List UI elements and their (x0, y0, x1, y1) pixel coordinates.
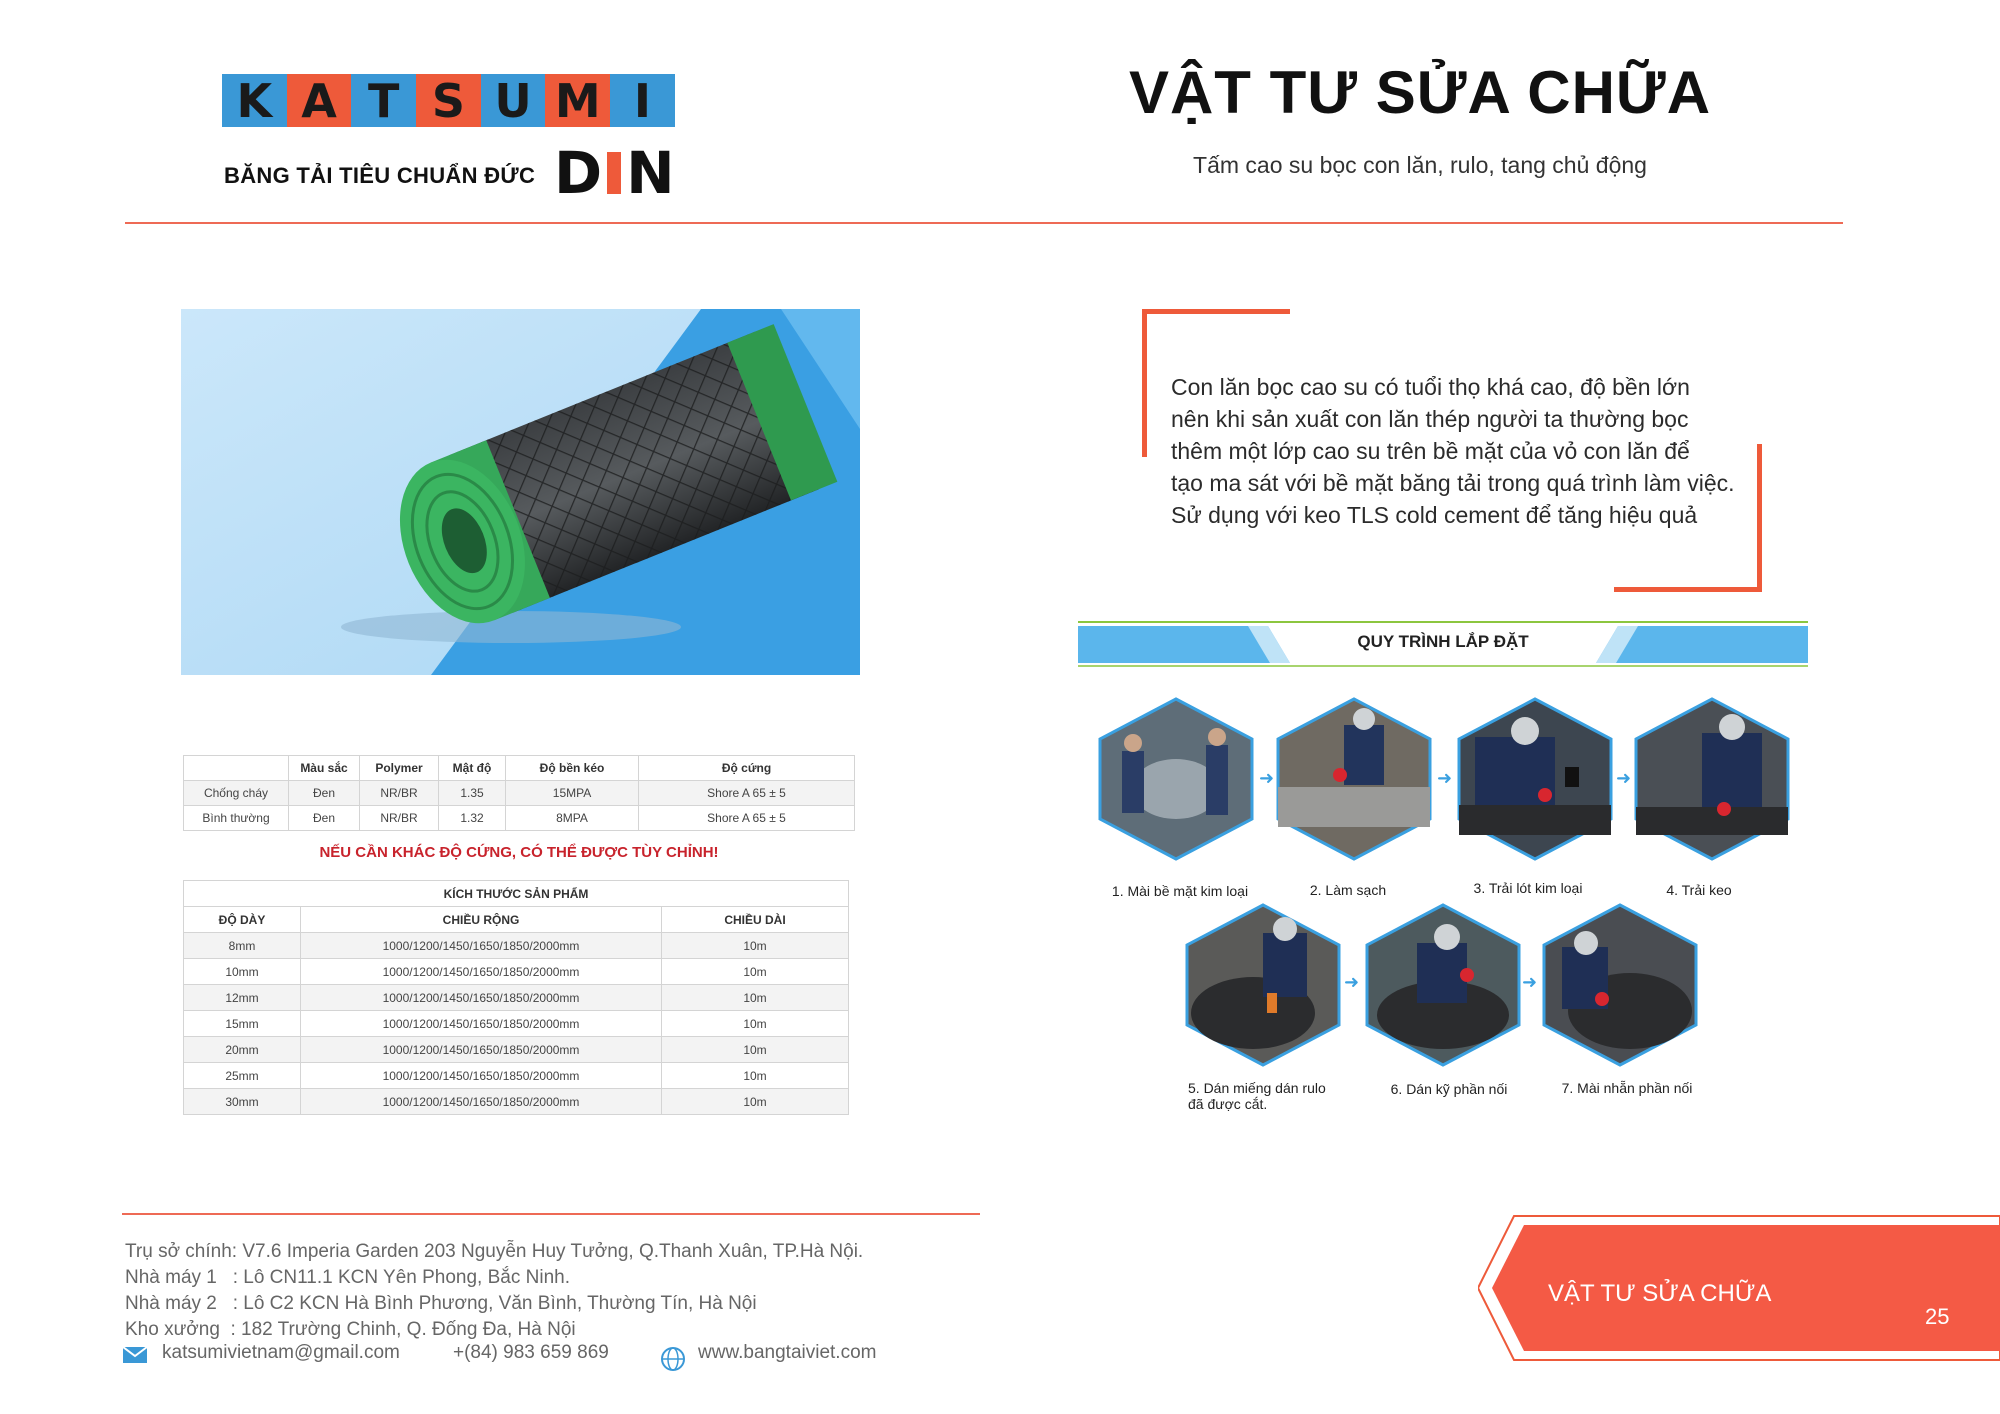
arrow-right-icon: ➜ (1259, 768, 1275, 788)
footer-divider (122, 1213, 980, 1215)
arrow-right-icon: ➜ (1344, 972, 1360, 992)
spec-cell: NR/BR (360, 806, 439, 831)
table-row (184, 1063, 849, 1089)
size-cell: 8mm (184, 933, 301, 959)
product-description: Con lăn bọc cao su có tuổi thọ khá cao, độ bền lớn nên khi sản xuất con lăn thép người ta thường bọc thêm một lớp cao su trên bề mặt của vỏ con lăn để tạo ma sát với bề mặt băng tải trong quá trình làm việc. Sử dụng với keo TLS cold cement để tăng hiệu quả (1171, 374, 1735, 528)
spec-cell: Chống cháy (184, 781, 289, 806)
logo-letter: S (416, 74, 481, 127)
logo-letter: U (481, 74, 546, 127)
spec-cell: Đen (289, 806, 360, 831)
size-cell: 15mm (184, 1011, 301, 1037)
din-letter: D (554, 139, 603, 207)
table-row (184, 806, 855, 831)
step-photo-7 (1540, 903, 1700, 1067)
product-image-lagging-roll (181, 309, 860, 675)
size-cell: 1000/1200/1450/1650/1850/2000mm (301, 1063, 662, 1089)
size-header-cell: ĐỘ DÀY (184, 907, 301, 933)
step-photo-3 (1455, 697, 1615, 861)
logo-letter: K (222, 74, 287, 127)
arrow-right-icon: ➜ (1616, 768, 1632, 788)
size-cell: 12mm (184, 985, 301, 1011)
step-photo-2 (1274, 697, 1434, 861)
spec-header-cell: Polymer (360, 756, 439, 781)
spec-header-cell (184, 756, 289, 781)
size-cell: 10m (662, 1089, 849, 1115)
step-photo-4 (1632, 697, 1792, 861)
mail-icon (122, 1346, 148, 1364)
din-letter: N (626, 139, 675, 207)
contact-email[interactable]: katsumivietnam@gmail.com (162, 1342, 400, 1363)
din-i-bar (607, 152, 621, 194)
size-cell: 1000/1200/1450/1650/1850/2000mm (301, 985, 662, 1011)
page-title: VẬT TƯ SỬA CHỮA (1128, 59, 1712, 126)
size-cell: 25mm (184, 1063, 301, 1089)
company-address: Trụ sở chính: V7.6 Imperia Garden 203 Nguyễn Huy Tưởng, Q.Thanh Xuân, TP.Hà Nội. Nhà máy 1 : Lô CN11.1 KCN Yên Phong, Bắc Ninh. Nhà máy 2 : Lô C2 KCN Hà Bình Phương, Văn Bình, Thường Tín, Hà Nội Kho xưởng : 182 Trường Chinh, Q. Đống Đa, Hà Nội (125, 1241, 864, 1340)
size-cell: 1000/1200/1450/1650/1850/2000mm (301, 933, 662, 959)
size-table-title: KÍCH THƯỚC SẢN PHẨM (184, 881, 849, 907)
spec-header-row (184, 756, 855, 781)
size-header-cell: CHIỀU RỘNG (301, 907, 662, 933)
arrow-right-icon: ➜ (1522, 972, 1538, 992)
page-subtitle: Tấm cao su bọc con lăn, rulo, tang chủ động (1193, 152, 1647, 178)
logo-tagline: BĂNG TẢI TIÊU CHUẨN ĐỨC (224, 163, 536, 188)
table-row (184, 933, 849, 959)
process-title: QUY TRÌNH LẮP ĐẶT (1357, 632, 1529, 651)
katsumi-logo (222, 74, 675, 127)
spec-cell: NR/BR (360, 781, 439, 806)
step-label-2: 2. Làm sạch (1309, 882, 1387, 898)
logo-letter: I (610, 74, 675, 127)
logo-letter: T (351, 74, 416, 127)
logo-letter: M (545, 74, 610, 127)
size-title-row (184, 881, 849, 907)
section-tab-label: VẬT TƯ SỬA CHỮA (1548, 1280, 1772, 1307)
size-cell: 10m (662, 933, 849, 959)
size-cell: 10m (662, 959, 849, 985)
spec-cell: Shore A 65 ± 5 (639, 781, 855, 806)
step-label-5: 5. Dán miếng dán rulo đã được cắt. (1188, 1080, 1326, 1112)
size-table (183, 880, 849, 1115)
spec-cell: 15MPA (506, 781, 639, 806)
size-cell: 20mm (184, 1037, 301, 1063)
spec-cell: 1.32 (439, 806, 506, 831)
size-cell: 10m (662, 985, 849, 1011)
size-cell: 1000/1200/1450/1650/1850/2000mm (301, 959, 662, 985)
table-row (184, 1089, 849, 1115)
spec-header-cell: Độ bền kéo (506, 756, 639, 781)
size-cell: 1000/1200/1450/1650/1850/2000mm (301, 1037, 662, 1063)
step-photo-1 (1096, 697, 1256, 861)
size-cell: 1000/1200/1450/1650/1850/2000mm (301, 1011, 662, 1037)
spec-header-cell: Độ cứng (639, 756, 855, 781)
spec-cell: Shore A 65 ± 5 (639, 806, 855, 831)
globe-icon (660, 1346, 686, 1372)
table-row (184, 1037, 849, 1063)
step-label-6: 6. Dán kỹ phần nối (1390, 1081, 1508, 1097)
table-row (184, 985, 849, 1011)
size-cell: 10m (662, 1011, 849, 1037)
size-cell: 10mm (184, 959, 301, 985)
din-logo (554, 139, 675, 207)
spec-cell: Đen (289, 781, 360, 806)
step-label-3: 3. Trải lót kim loại (1473, 880, 1583, 896)
spec-cell: 8MPA (506, 806, 639, 831)
logo-letter: A (287, 74, 352, 127)
arrow-right-icon: ➜ (1437, 768, 1453, 788)
bracket-top-left-v (1142, 309, 1147, 457)
table-row (184, 1011, 849, 1037)
bracket-top-left-h (1142, 309, 1290, 314)
size-cell: 10m (662, 1037, 849, 1063)
spec-header-cell: Màu sắc (289, 756, 360, 781)
spec-header-cell: Mật độ (439, 756, 506, 781)
step-label-7: 7. Mài nhẵn phần nối (1561, 1080, 1693, 1096)
table-row (184, 781, 855, 806)
size-cell: 1000/1200/1450/1650/1850/2000mm (301, 1089, 662, 1115)
contact-website[interactable]: www.bangtaiviet.com (698, 1342, 877, 1363)
spec-cell: Bình thường (184, 806, 289, 831)
bracket-bottom-right-h (1614, 587, 1762, 592)
size-cell: 30mm (184, 1089, 301, 1115)
spec-table (183, 755, 855, 831)
spec-cell: 1.35 (439, 781, 506, 806)
size-header-cell: CHIỀU DÀI (662, 907, 849, 933)
step-label-4: 4. Trải keo (1666, 882, 1732, 898)
size-header-row (184, 907, 849, 933)
table-row (184, 959, 849, 985)
page-number: 25 (1925, 1304, 1950, 1329)
header-divider (125, 222, 1843, 224)
hardness-note: NẾU CẦN KHÁC ĐỘ CỨNG, CÓ THỂ ĐƯỢC TÙY CHỈNH! (319, 844, 719, 861)
step-photo-6 (1363, 903, 1523, 1067)
size-cell: 10m (662, 1063, 849, 1089)
step-photo-5 (1183, 903, 1343, 1067)
step-label-1: 1. Mài bề mặt kim loại (1111, 883, 1249, 899)
contact-phone: +(84) 983 659 869 (453, 1342, 609, 1363)
